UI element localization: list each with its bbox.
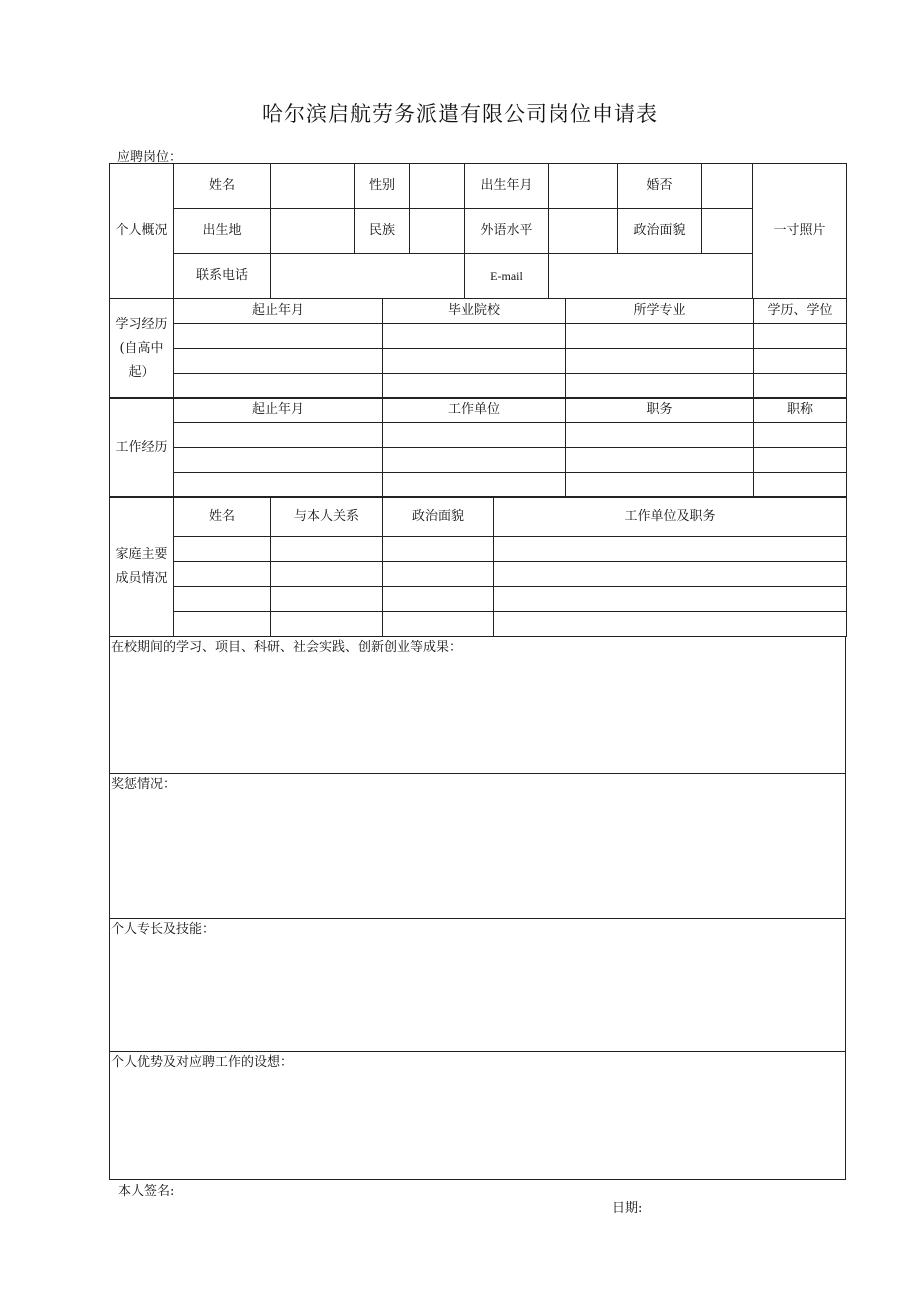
edu-header-school: 毕业院校 xyxy=(383,299,566,324)
table-row xyxy=(110,448,847,473)
table-row xyxy=(110,423,847,448)
family-header-political: 政治面貌 xyxy=(383,497,494,537)
edu-cell[interactable] xyxy=(754,374,847,399)
family-cell[interactable] xyxy=(383,612,494,637)
gender-field[interactable] xyxy=(410,164,465,209)
position-label: 应聘岗位： xyxy=(117,150,183,165)
work-header-position: 职务 xyxy=(566,398,754,423)
edu-cell[interactable] xyxy=(174,324,383,349)
family-cell[interactable] xyxy=(494,537,847,562)
personal-info-table xyxy=(109,163,847,299)
ethnicity-field[interactable] xyxy=(410,209,465,254)
page-title: 哈尔滨启航劳务派遣有限公司岗位申请表 xyxy=(262,102,658,126)
work-cell[interactable] xyxy=(754,423,847,448)
work-cell[interactable] xyxy=(566,423,754,448)
work-cell[interactable] xyxy=(754,448,847,473)
family-cell[interactable] xyxy=(494,612,847,637)
email-label: E-mail xyxy=(465,254,549,299)
edu-cell[interactable] xyxy=(383,324,566,349)
work-cell[interactable] xyxy=(383,448,566,473)
work-cell[interactable] xyxy=(174,448,383,473)
phone-label: 联系电话 xyxy=(174,254,271,299)
marital-field[interactable] xyxy=(702,164,753,209)
work-section-label: 工作经历 xyxy=(110,398,174,498)
family-cell[interactable] xyxy=(494,587,847,612)
table-row xyxy=(110,612,847,637)
family-cell[interactable] xyxy=(383,537,494,562)
photo-box[interactable]: 一寸照片 xyxy=(753,164,847,299)
education-table xyxy=(109,298,847,399)
free-text-table xyxy=(109,636,846,1180)
awards-box[interactable]: 奖惩情况： xyxy=(110,774,846,919)
table-row xyxy=(110,349,847,374)
edu-cell[interactable] xyxy=(383,349,566,374)
work-header-title: 职称 xyxy=(754,398,847,423)
birthplace-field[interactable] xyxy=(271,209,355,254)
edu-cell[interactable] xyxy=(566,374,754,399)
phone-field[interactable] xyxy=(271,254,465,299)
family-header-employer: 工作单位及职务 xyxy=(494,497,847,537)
table-row xyxy=(110,537,847,562)
family-cell[interactable] xyxy=(271,612,383,637)
work-cell[interactable] xyxy=(383,473,566,498)
political-field[interactable] xyxy=(702,209,753,254)
family-cell[interactable] xyxy=(271,562,383,587)
table-row xyxy=(110,562,847,587)
edu-cell[interactable] xyxy=(383,374,566,399)
skills-box[interactable]: 个人专长及技能： xyxy=(110,919,846,1052)
family-table xyxy=(109,496,847,637)
family-cell[interactable] xyxy=(271,537,383,562)
family-header-relation: 与本人关系 xyxy=(271,497,383,537)
name-field[interactable] xyxy=(271,164,355,209)
family-cell[interactable] xyxy=(383,562,494,587)
edu-cell[interactable] xyxy=(566,324,754,349)
work-cell[interactable] xyxy=(383,423,566,448)
signature-label: 本人签名: xyxy=(118,1184,175,1199)
edu-cell[interactable] xyxy=(174,349,383,374)
work-cell[interactable] xyxy=(754,473,847,498)
edu-header-period: 起止年月 xyxy=(174,299,383,324)
family-cell[interactable] xyxy=(174,612,271,637)
family-header-name: 姓名 xyxy=(174,497,271,537)
table-row xyxy=(110,324,847,349)
language-label: 外语水平 xyxy=(465,209,549,254)
edu-cell[interactable] xyxy=(174,374,383,399)
birth-date-field[interactable] xyxy=(549,164,618,209)
work-cell[interactable] xyxy=(566,473,754,498)
work-cell[interactable] xyxy=(566,448,754,473)
ethnicity-label: 民族 xyxy=(355,209,410,254)
family-cell[interactable] xyxy=(174,537,271,562)
work-cell[interactable] xyxy=(174,473,383,498)
edu-cell[interactable] xyxy=(566,349,754,374)
family-cell[interactable] xyxy=(174,562,271,587)
work-header-period: 起止年月 xyxy=(174,398,383,423)
email-field[interactable] xyxy=(549,254,753,299)
family-cell[interactable] xyxy=(174,587,271,612)
marital-label: 婚否 xyxy=(618,164,702,209)
personal-section-label: 个人概况 xyxy=(110,164,174,299)
edu-header-degree: 学历、学位 xyxy=(754,299,847,324)
achievements-box[interactable]: 在校期间的学习、项目、科研、社会实践、创新创业等成果： xyxy=(110,637,846,774)
language-field[interactable] xyxy=(549,209,618,254)
edu-cell[interactable] xyxy=(754,324,847,349)
work-table xyxy=(109,397,847,498)
table-row xyxy=(110,374,847,399)
gender-label: 性别 xyxy=(355,164,410,209)
education-section-label: 学习经历(自高中起） xyxy=(110,299,174,399)
table-row xyxy=(110,473,847,498)
work-header-employer: 工作单位 xyxy=(383,398,566,423)
family-cell[interactable] xyxy=(383,587,494,612)
edu-header-major: 所学专业 xyxy=(566,299,754,324)
family-section-label: 家庭主要成员情况 xyxy=(110,497,174,637)
edu-cell[interactable] xyxy=(754,349,847,374)
family-cell[interactable] xyxy=(494,562,847,587)
table-row xyxy=(110,587,847,612)
date-label: 日期: xyxy=(612,1201,643,1216)
family-cell[interactable] xyxy=(271,587,383,612)
birth-date-label: 出生年月 xyxy=(465,164,549,209)
name-label: 姓名 xyxy=(174,164,271,209)
political-label: 政治面貌 xyxy=(618,209,702,254)
work-cell[interactable] xyxy=(174,423,383,448)
birthplace-label: 出生地 xyxy=(174,209,271,254)
advantages-box[interactable]: 个人优势及对应聘工作的设想： xyxy=(110,1052,846,1180)
